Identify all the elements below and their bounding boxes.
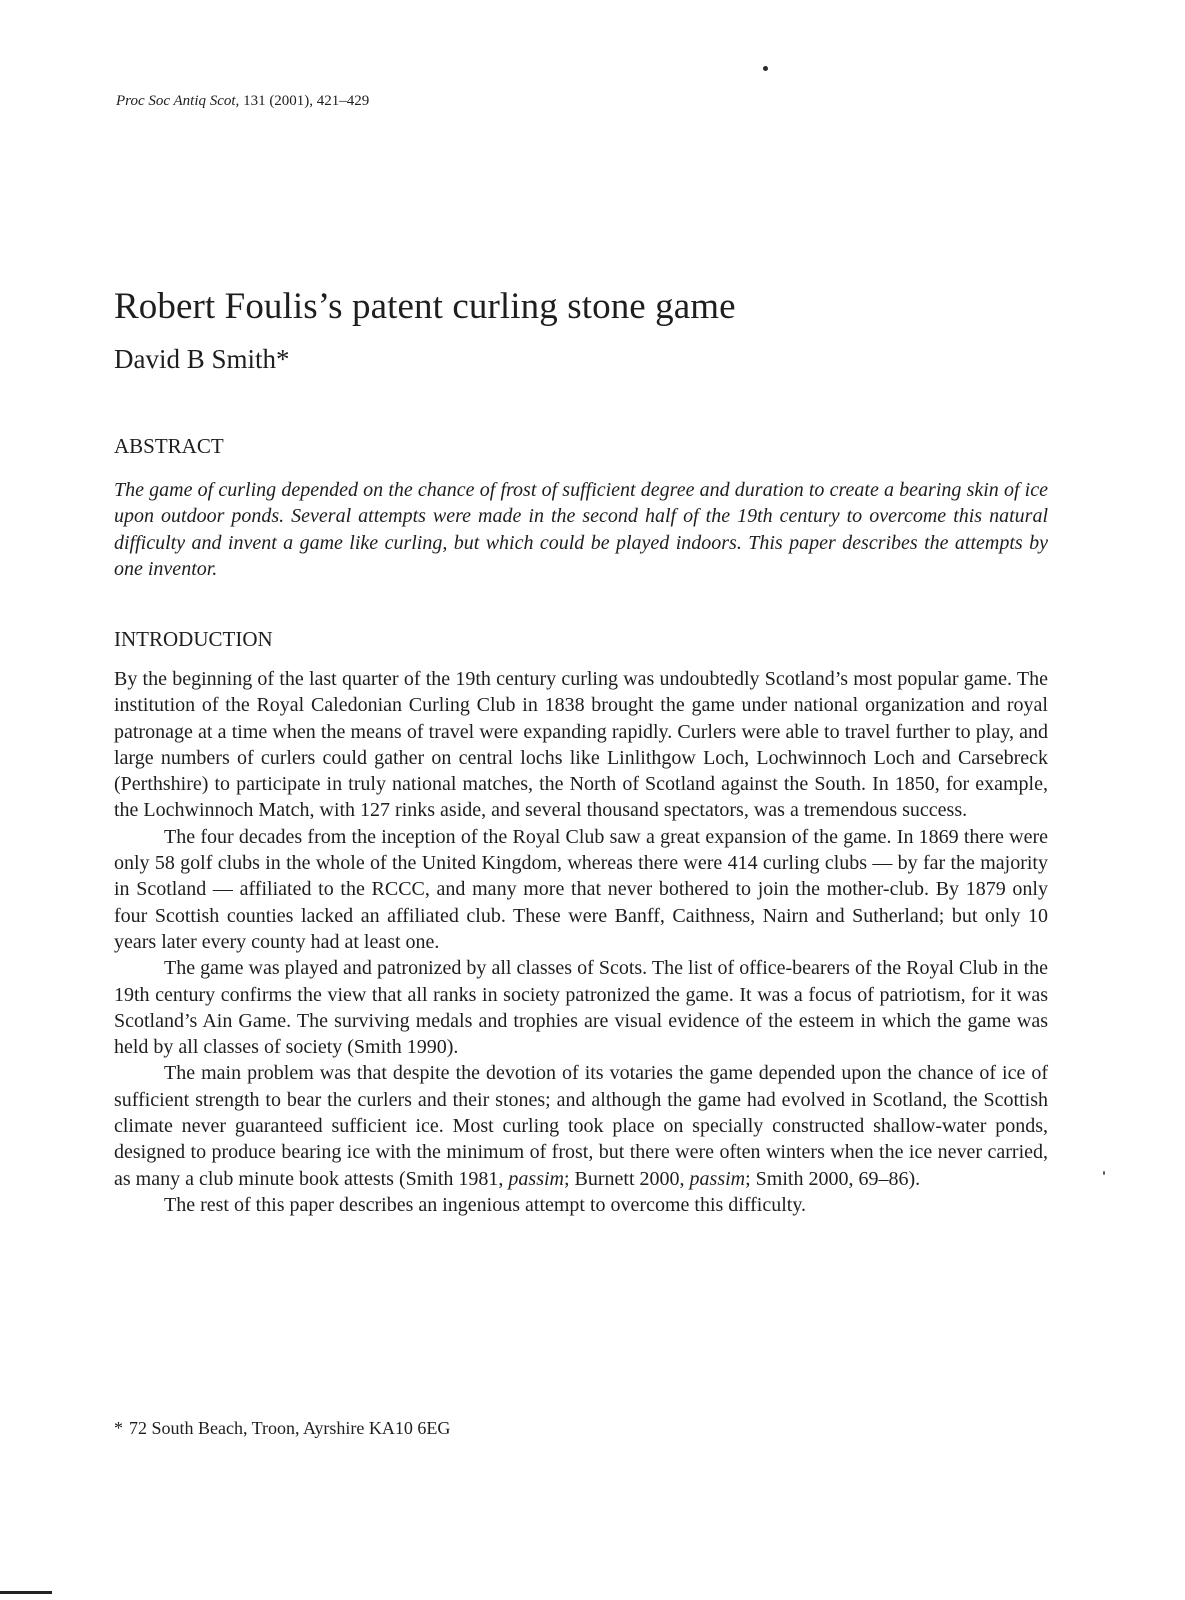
footnote-address: 72 South Beach, Troon, Ayrshire KA10 6EG [129, 1418, 451, 1438]
article-title: Robert Foulis’s patent curling stone game [114, 286, 736, 327]
scan-edge-mark [0, 1591, 52, 1594]
abstract-heading: ABSTRACT [114, 434, 224, 458]
paragraph-text: ; Smith 2000, 69–86). [745, 1167, 921, 1190]
introduction-paragraph [114, 1060, 1048, 1191]
citation-passim: passim [689, 1167, 746, 1190]
introduction-paragraph: By the beginning of the last quarter of the 19th century curling was undoubtedly Scotland’s most popular game. The institution of the Royal Caledonian Curling Club in 1838 brought the game under national organization and royal patronage at a time when the means of travel were expanding rapidly. Curlers were able to travel further to play, and large numbers of curlers could gather on central lochs like Linlithgow Loch, Lochwinnoch Loch and Carsebreck (Perthshire) to participate in truly national matches, the North of Scotland against the South. In 1850, for example, the Lochwinnoch Match, with 127 rinks aside, and several thousand spectators, was a tremendous success. [114, 668, 1048, 822]
abstract-text: The game of curling depended on the chance of frost of sufficient degree and duration to create a bearing skin of ice upon outdoor ponds. Several attempts were made in the second half of the 19th century to overcome this natural difficulty and invent a game like curling, but which could be played indoors. This paper describes the attempts by one inventor. [114, 479, 1048, 580]
introduction-paragraph: The rest of this paper describes an ingenious attempt to overcome this difficulty. [164, 1193, 807, 1216]
running-head [116, 93, 369, 110]
introduction-body [114, 666, 1048, 1218]
paragraph-text: The main problem was that despite the devotion of its votaries the game depended upon the chance of ice of sufficient strength to bear the curlers and their stones; and although the game had evolved in Scotland, the Scottish climate never guaranteed sufficient ice. Most curling took place on specially constructed shallow-water ponds, designed to produce bearing ice with the minimum of frost, but there were often winters when the ice never carried, as many a club minute book attests (Smith 1981, [114, 1062, 1048, 1190]
journal-citation: 131 (2001), 421–429 [243, 93, 370, 109]
author-footnote [114, 1418, 450, 1439]
introduction-paragraph: The four decades from the inception of the Royal Club saw a great expansion of the game. In 1869 there were only 58 golf clubs in the whole of the United Kingdom, whereas there were 414 curling clubs — by far the majority in Scotland — affiliated to the RCCC, and many more that never bothered to join the mother-club. By 1879 only four Scottish counties lacked an affiliated club. These were Banff, Caithness, Nairn and Sutherland; but only 10 years later every county had at least one. [114, 825, 1048, 953]
scan-speck [1103, 1171, 1105, 1175]
introduction-heading: INTRODUCTION [114, 627, 273, 651]
scan-speck [763, 66, 768, 71]
citation-passim: passim [508, 1167, 564, 1190]
footnote-mark: * [114, 1418, 123, 1438]
journal-name: Proc Soc Antiq Scot, [116, 93, 240, 109]
article-author: David B Smith* [114, 344, 290, 374]
introduction-paragraph: The game was played and patronized by all classes of Scots. The list of office-bearers of the Royal Club in the 19th century confirms the view that all ranks in society patronized the game. It was a focus of patriotism, for it was Scotland’s Ain Game. The surviving medals and trophies are visual evidence of the esteem in which the game was held by all classes of society (Smith 1990). [114, 957, 1048, 1059]
paragraph-text: ; Burnett 2000, [563, 1167, 690, 1190]
